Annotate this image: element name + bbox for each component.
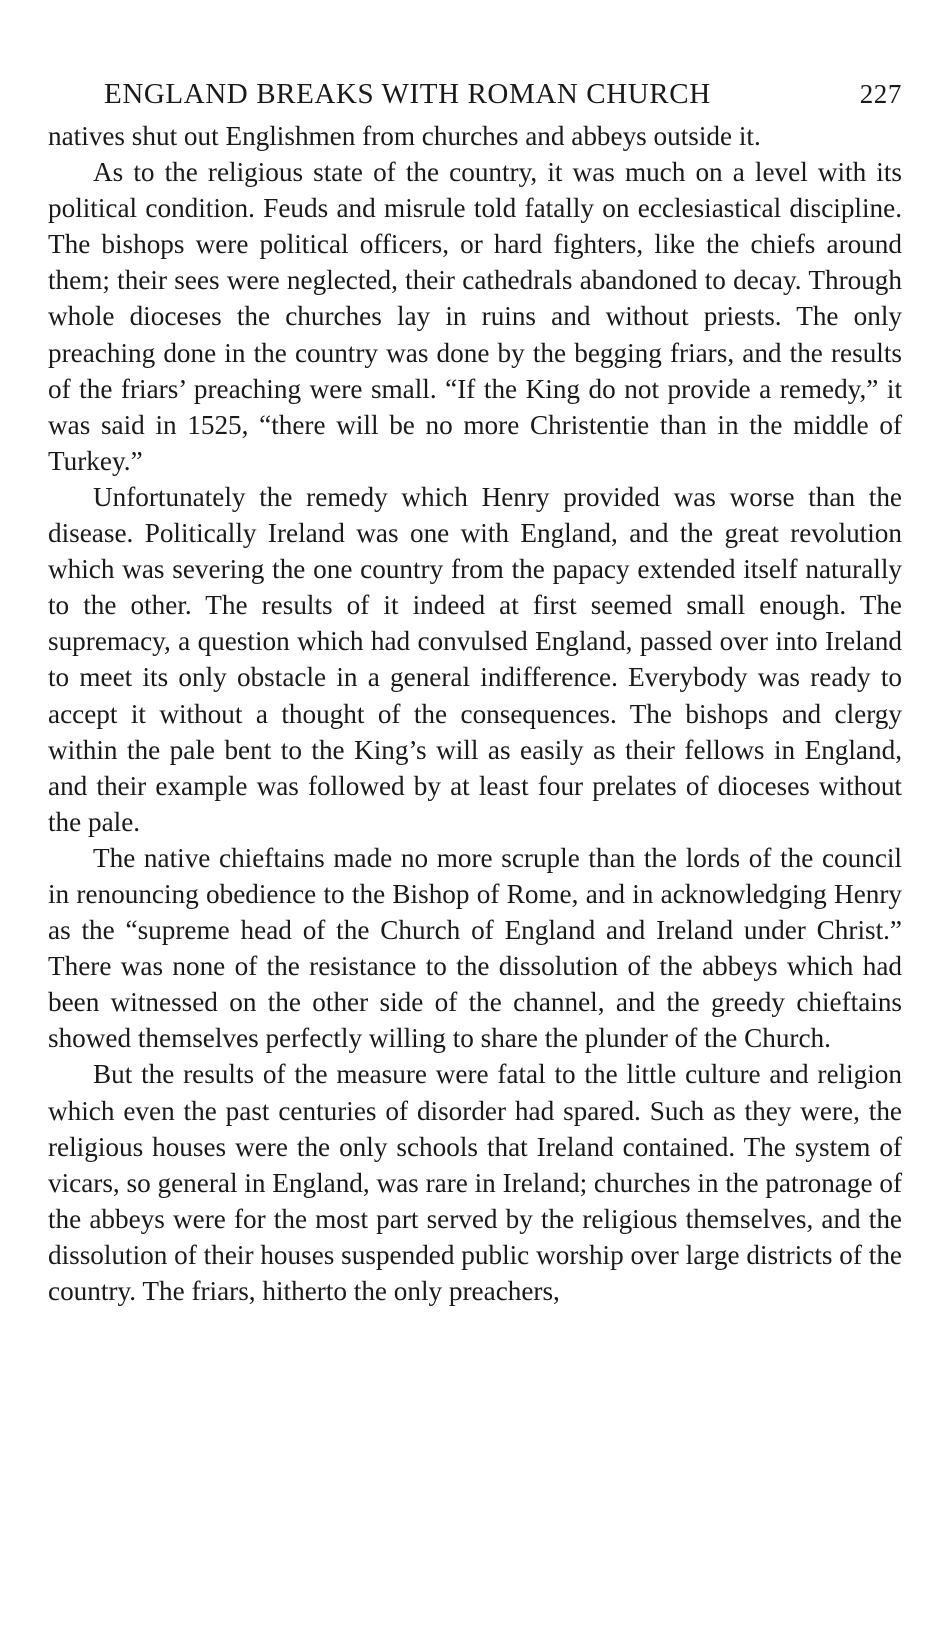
page-number: 227 <box>859 79 902 109</box>
running-head-title: ENGLAND BREAKS WITH ROMAN CHURCH <box>104 78 711 110</box>
body-text <box>48 118 902 1309</box>
paragraph: The native chieftains made no more scruple than the lords of the council in renouncing obedience to the Bishop of Rome, and in acknowledging Henry as the “supreme head of the Church of England and Ireland under Christ.” There was none of the resistance to the dissolution of the abbeys which had been witnessed on the other side of the channel, and the greedy chieftains showed themselves perfectly willing to share the plunder of the Church. <box>48 842 902 1054</box>
paragraph: Unfortunately the remedy which Henry provided was worse than the disease. Politically Ireland was one with England, and the great revolution which was severing the one country from the papacy extended itself naturally to the other. The results of it indeed at first seemed small enough. The supremacy, a question which had convulsed England, passed over into Ireland to meet its only obstacle in a general indifference. Everybody was ready to accept it without a thought of the consequences. The bishops and clergy within the pale bent to the King’s will as easily as their fellows in England, and their example was followed by at least four prelates of dioceses without the pale. <box>48 481 902 837</box>
running-head <box>48 70 902 118</box>
paragraph: As to the religious state of the country, it was much on a level with its political condition. Feuds and misrule told fatally on ecclesiastical discipline. The bishops were political officers, or hard fighters, like the chiefs around them; their sees were neglected, their cathedrals abandoned to decay. Through whole dioceses the churches lay in ruins and without priests. The only preaching done in the country was done by the begging friars, and the results of the friars’ preaching were small. “If the King do not provide a remedy,” it was said in 1525, “there will be no more Christentie than in the middle of Turkey.” <box>48 157 902 476</box>
paragraph-continued: natives shut out Englishmen from churches and abbeys outside it. <box>48 121 761 151</box>
paragraph-final: But the results of the measure were fatal to the little culture and religion which even the past centuries of disorder had spared. Such as they were, the religious houses were the only schools that Ireland contained. The system of vicars, so general in England, was rare in Ireland; churches in the patronage of the abbeys were for the most part served by the religious themselves, and the dissolution of their houses suspended public worship over large districts of the country. The friars, hitherto the only preachers, <box>48 1059 902 1306</box>
book-page <box>48 70 902 1309</box>
